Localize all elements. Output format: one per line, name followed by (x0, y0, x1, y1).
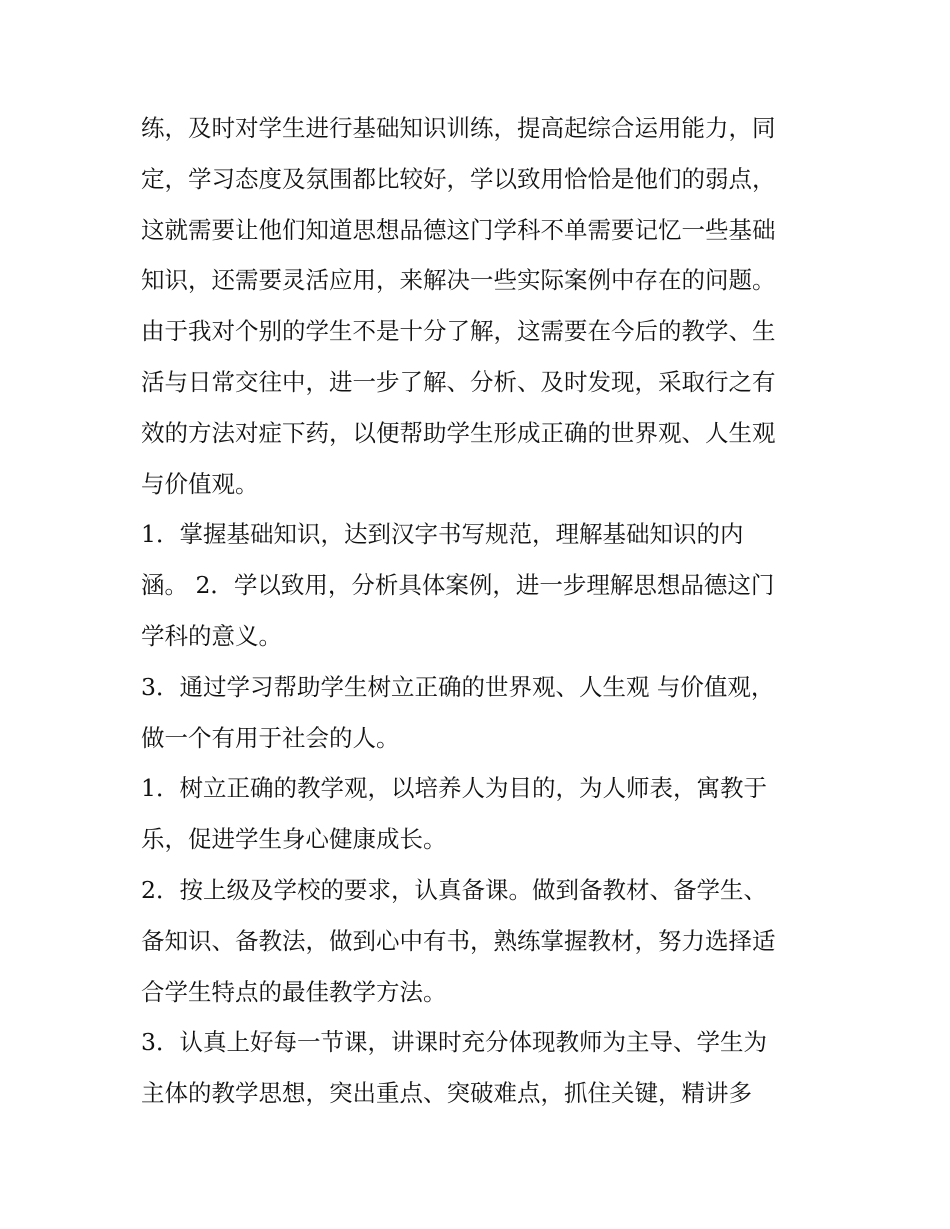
text-line: 合学生特点的最佳教学方法。 (141, 977, 447, 1006)
text-line: 这就需要让他们知道思想品德这门学科不单需要记忆一些基础 (141, 215, 776, 244)
text-line: 备知识、备教法，做到心中有书，熟练掌握教材，努力选择适 (141, 926, 776, 955)
text-line: 由于我对个别的学生不是十分了解，这需要在今后的教学、生 (141, 317, 776, 346)
text-line: 知识，还需要灵活应用，来解决一些实际案例中存在的问题。 (141, 266, 776, 295)
text-line: 3．通过学习帮助学生树立正确的世界观、人生观 与价值观， (141, 672, 775, 701)
text-line: 涵。 2．学以致用，分析具体案例，进一步理解思想品德这门 (141, 571, 775, 600)
body-text (141, 103, 821, 1119)
text-line: 3．认真上好每一节课，讲课时充分体现教师为主导、学生为 (141, 1028, 767, 1057)
text-line: 练，及时对学生进行基础知识训练，提高起综合运用能力，同 (141, 114, 776, 142)
text-line: 活与日常交往中，进一步了解、分析、及时发现，采取行之有 (141, 367, 776, 396)
text-line: 与价值观。 (141, 469, 259, 498)
text-line: 主体的教学思想，突出重点、突破难点，抓住关键，精讲多 (141, 1079, 752, 1108)
text-line: 定，学习态度及氛围都比较好，学以致用恰恰是他们的弱点， (141, 164, 776, 193)
text-line: 1．掌握基础知识，达到汉字书写规范，理解基础知识的内 (141, 520, 744, 549)
text-line: 2．按上级及学校的要求，认真备课。做到备教材、备学生、 (141, 875, 767, 904)
text-line: 1．树立正确的教学观，以培养人为目的，为人师表，寓教于 (141, 774, 767, 803)
text-line: 做一个有用于社会的人。 (141, 723, 400, 752)
text-line: 效的方法对症下药，以便帮助学生形成正确的世界观、人生观 (141, 418, 776, 447)
text-line: 乐，促进学生身心健康成长。 (141, 825, 447, 854)
text-line: 学科的意义。 (141, 621, 282, 650)
